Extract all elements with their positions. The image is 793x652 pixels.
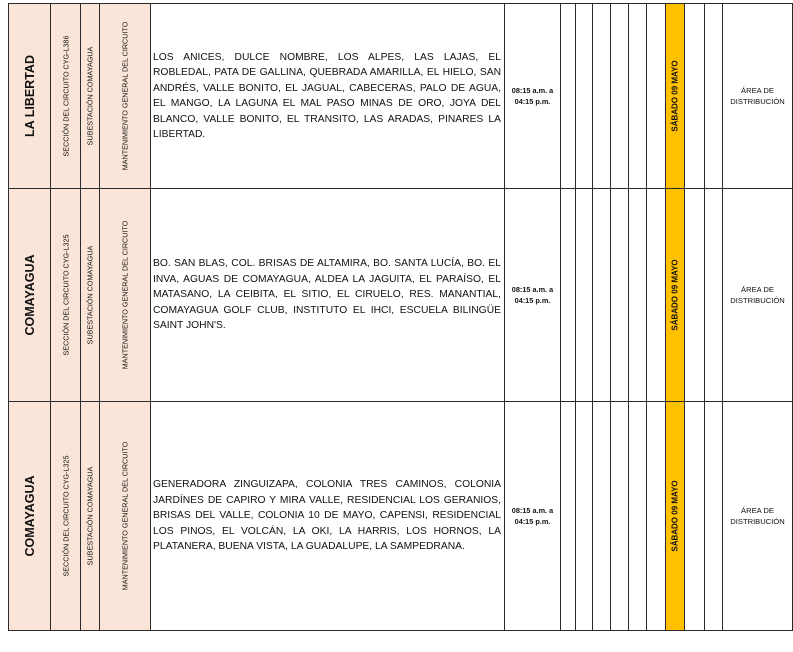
substation-name: SUBESTACIÓN COMAYAGUA	[85, 245, 95, 345]
table-row	[9, 189, 793, 402]
area-type-line2: DISTRIBUCIÓN	[730, 97, 785, 106]
hours-end: 04:15 p.m.	[514, 517, 551, 526]
section-cell	[51, 189, 81, 402]
hours-cell	[505, 189, 561, 402]
empty-day-cell	[647, 402, 666, 631]
hours-end: 04:15 p.m.	[514, 97, 551, 106]
table-row	[9, 402, 793, 631]
empty-day-cell	[576, 189, 593, 402]
department-cell	[9, 4, 51, 189]
substation-name: SUBESTACIÓN COMAYAGUA	[85, 46, 95, 146]
empty-day-cell	[647, 189, 666, 402]
department-cell	[9, 189, 51, 402]
empty-day-cell	[593, 189, 611, 402]
empty-day-cell	[685, 402, 705, 631]
empty-day-cell	[561, 4, 576, 189]
area-type-cell	[723, 4, 793, 189]
department-name: COMAYAGUA	[22, 254, 37, 336]
empty-day-cell	[647, 4, 666, 189]
area-type-cell	[723, 189, 793, 402]
hours-start: 08:15 a.m. a	[511, 285, 554, 294]
empty-day-cell	[629, 189, 647, 402]
empty-day-cell	[611, 402, 629, 631]
day-label: SÁBADO 09 MAYO	[670, 480, 680, 552]
affected-areas: LOS ANICES, DULCE NOMBRE, LOS ALPES, LAS LAJAS, EL ROBLEDAL, PATA DE GALLINA, QUEBRADA AMARILLA, EL HIELO, SAN ANDRÉS, VALLE BONITO, EL JAGUAL, CABECERAS, PALO DE AGUA, EL MANGO, LA LAGUNA EL MAL PASO MINAS DE ORO, JOYA DEL BLANCO, VALLE BONITO, EL TRANSITO, LAS ARADAS, PINARES LA LIBERTAD.	[151, 4, 505, 189]
affected-areas: GENERADORA ZINGUIZAPA, COLONIA TRES CAMINOS, COLONIA JARDÍNES DE CAPIRO Y MIRA VALLE, RESIDENCIAL LOS GERANIOS, BRISAS DEL VALLE, COLONIA 10 DE MAYO, CAPENSI, RESIDENCIAL LOS PINOS, EL VOLCÁN, LA OKI, LA HARRIS, LOS HORNOS, LA PLATANERA, BUENA VISTA, LA GUADALUPE, LA SAMPEDRANA.	[151, 402, 505, 631]
work-cell	[100, 402, 151, 631]
substation-cell	[81, 402, 100, 631]
outage-schedule-sheet	[8, 3, 785, 629]
hours-end: 04:15 p.m.	[514, 296, 551, 305]
work-description: MANTENIMIENTO GENERAL DEL CIRCUITO	[120, 441, 130, 591]
circuit-section: SECCIÓN DEL CIRCUITO CYG-L325	[61, 234, 70, 356]
affected-areas: BO. SAN BLAS, COL. BRISAS DE ALTAMIRA, BO. SANTA LUCÍA, BO. EL INVA, AGUAS DE COMAYAGUA, ALDEA LA JAGUITA, EL PARAÍSO, EL MATASANO, LA CEIBITA, EL SITIO, EL CIRUELO, RES. MANANTIAL, COMAYAGUA GOLF CLUB, INSTITUTO EL IHCI, ESCUELA BILINGÜE SAINT JOHN'S.	[151, 189, 505, 402]
empty-day-cell	[705, 402, 723, 631]
empty-day-cell	[705, 189, 723, 402]
circuit-section: SECCIÓN DEL CIRCUITO CYG-L386	[61, 35, 70, 157]
empty-day-cell	[685, 4, 705, 189]
table-row	[9, 4, 793, 189]
hours-cell	[505, 4, 561, 189]
department-name: COMAYAGUA	[22, 475, 37, 557]
empty-day-cell	[705, 4, 723, 189]
section-cell	[51, 402, 81, 631]
area-type-line2: DISTRIBUCIÓN	[730, 517, 785, 526]
work-cell	[100, 189, 151, 402]
hours-cell	[505, 402, 561, 631]
day-label: SÁBADO 09 MAYO	[670, 60, 680, 132]
day-label: SÁBADO 09 MAYO	[670, 259, 680, 331]
empty-day-cell	[561, 402, 576, 631]
day-cell	[666, 402, 685, 631]
area-type-line2: DISTRIBUCIÓN	[730, 296, 785, 305]
empty-day-cell	[561, 189, 576, 402]
substation-cell	[81, 189, 100, 402]
work-description: MANTENIMIENTO GENERAL DEL CIRCUITO	[120, 220, 130, 370]
hours-start: 08:15 a.m. a	[511, 86, 554, 95]
circuit-section: SECCIÓN DEL CIRCUITO CYG-L325	[61, 455, 70, 577]
day-cell	[666, 189, 685, 402]
work-cell	[100, 4, 151, 189]
section-cell	[51, 4, 81, 189]
area-type-cell	[723, 402, 793, 631]
empty-day-cell	[593, 4, 611, 189]
department-name: LA LIBERTAD	[22, 55, 37, 137]
substation-cell	[81, 4, 100, 189]
outage-schedule-table	[8, 3, 793, 631]
area-type-line1: ÁREA DE	[741, 506, 774, 515]
substation-name: SUBESTACIÓN COMAYAGUA	[85, 466, 95, 566]
empty-day-cell	[685, 189, 705, 402]
hours-start: 08:15 a.m. a	[511, 506, 554, 515]
work-description: MANTENIMIENTO GENERAL DEL CIRCUITO	[120, 21, 130, 171]
empty-day-cell	[593, 402, 611, 631]
empty-day-cell	[611, 4, 629, 189]
empty-day-cell	[629, 402, 647, 631]
empty-day-cell	[629, 4, 647, 189]
department-cell	[9, 402, 51, 631]
empty-day-cell	[611, 189, 629, 402]
day-cell	[666, 4, 685, 189]
area-type-line1: ÁREA DE	[741, 285, 774, 294]
area-type-line1: ÁREA DE	[741, 86, 774, 95]
empty-day-cell	[576, 402, 593, 631]
empty-day-cell	[576, 4, 593, 189]
